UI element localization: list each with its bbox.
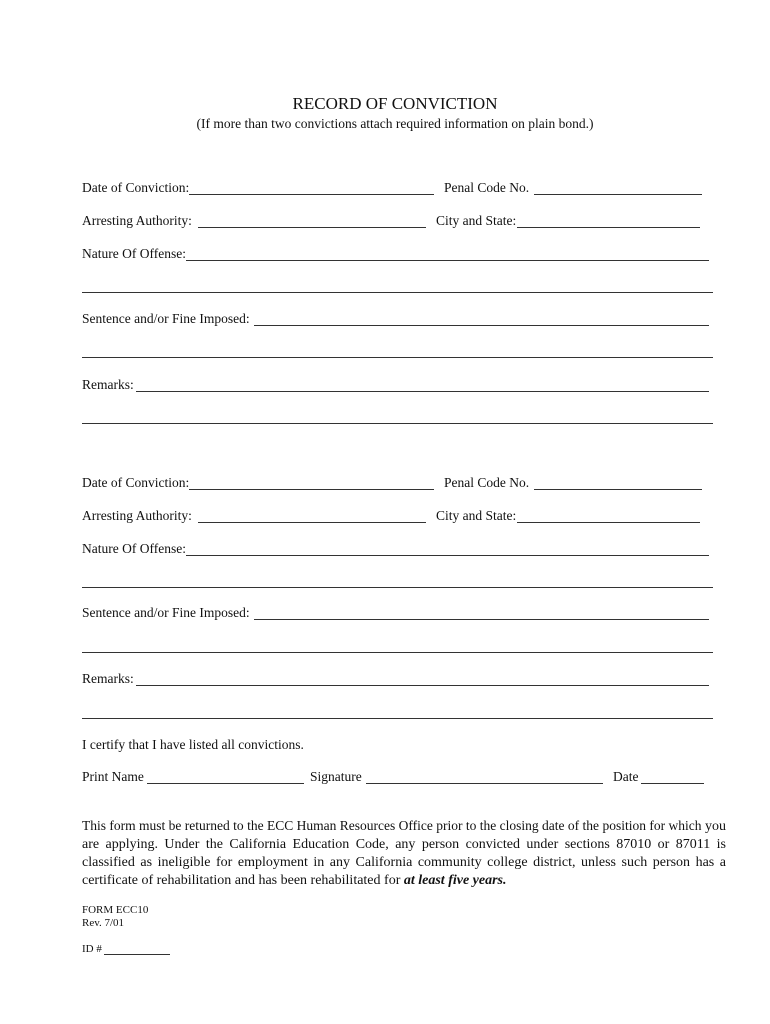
penal-code-field[interactable]	[534, 194, 702, 195]
sentence-field[interactable]	[254, 325, 709, 326]
id-field[interactable]	[104, 954, 170, 955]
nature-of-offense-field[interactable]	[186, 260, 709, 261]
sentence-field-line-2[interactable]	[82, 652, 713, 653]
signature-label: Signature	[310, 769, 362, 784]
arresting-authority-field[interactable]	[198, 522, 426, 523]
arresting-authority-field[interactable]	[198, 227, 426, 228]
remarks-field[interactable]	[136, 391, 709, 392]
city-state-label: City and State:	[436, 508, 517, 523]
form-revision: Rev. 7/01	[82, 917, 125, 929]
notice-body: you are applying. Under the California Education Code, any person convicted under sections 87010 or 87011 is classified as ineligible for employment in any California community college district, unless such person has a certificate of rehabilitation and has been rehabilitated for	[82, 819, 727, 888]
nature-of-offense-field[interactable]	[186, 555, 709, 556]
nature-of-offense-field-line-2[interactable]	[82, 587, 713, 588]
arresting-authority-label: Arresting Authority:	[82, 508, 192, 523]
penal-code-label: Penal Code No.	[444, 180, 530, 195]
remarks-field-line-2[interactable]	[82, 423, 713, 424]
signature-field[interactable]	[366, 783, 603, 784]
sentence-label: Sentence and/or Fine Imposed:	[82, 311, 250, 326]
nature-of-offense-field-line-2[interactable]	[82, 292, 713, 293]
date-of-conviction-field[interactable]	[189, 194, 434, 195]
city-state-field[interactable]	[517, 227, 700, 228]
notice-emphasis: at least five years.	[403, 873, 507, 888]
form-id: FORM ECC10	[82, 904, 149, 916]
page-subtitle: (If more than two convictions attach required information on plain bond.)	[196, 116, 594, 131]
date-of-conviction-label: Date of Conviction:	[82, 180, 190, 195]
remarks-field-line-2[interactable]	[82, 718, 713, 719]
notice-paragraph	[82, 817, 726, 890]
sentence-label: Sentence and/or Fine Imposed:	[82, 605, 250, 620]
sentence-field[interactable]	[254, 619, 709, 620]
notice-line-1: This form must be returned to the ECC Human Resources Office prior to the closing date of the position for which	[82, 818, 702, 833]
penal-code-field[interactable]	[534, 489, 702, 490]
print-name-field[interactable]	[147, 783, 304, 784]
city-state-field[interactable]	[517, 522, 700, 523]
nature-of-offense-label: Nature Of Offense:	[82, 541, 186, 556]
remarks-label: Remarks:	[82, 377, 134, 392]
certify-statement: I certify that I have listed all convictions.	[82, 737, 304, 752]
arresting-authority-label: Arresting Authority:	[82, 213, 192, 228]
date-field[interactable]	[641, 783, 704, 784]
remarks-field[interactable]	[136, 685, 709, 686]
remarks-label: Remarks:	[82, 671, 134, 686]
penal-code-label: Penal Code No.	[444, 475, 530, 490]
print-name-label: Print Name	[82, 769, 144, 784]
city-state-label: City and State:	[436, 213, 517, 228]
date-of-conviction-label: Date of Conviction:	[82, 475, 190, 490]
sentence-field-line-2[interactable]	[82, 357, 713, 358]
date-of-conviction-field[interactable]	[189, 489, 434, 490]
date-label: Date	[613, 769, 639, 784]
page-title: RECORD OF CONVICTION	[292, 94, 498, 113]
nature-of-offense-label: Nature Of Offense:	[82, 246, 186, 261]
id-label: ID #	[82, 943, 102, 955]
